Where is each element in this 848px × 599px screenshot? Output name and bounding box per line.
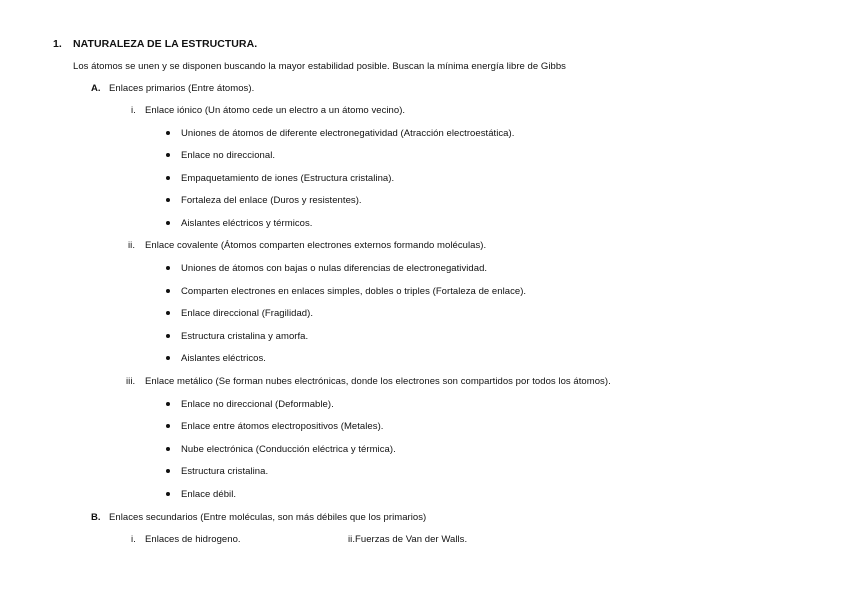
covalent-label: Enlace covalente (Átomos comparten electrones externos formando moléculas). — [145, 240, 487, 251]
ionic-bullet-2: Enlace no direccional. — [181, 150, 276, 161]
bullet-icon — [166, 447, 170, 451]
metallic-bullet-1: Enlace no direccional (Deformable). — [181, 399, 334, 410]
metallic-bullet-3: Nube electrónica (Conducción eléctrica y térmica). — [181, 444, 396, 455]
bullet-icon — [166, 198, 170, 202]
bullet-icon — [166, 221, 170, 225]
bullet-icon — [166, 492, 170, 496]
covalent-bullet-2: Comparten electrones en enlaces simples, dobles o triples (Fortaleza de enlace). — [181, 286, 527, 297]
bullet-icon — [166, 356, 170, 360]
bullet-icon — [166, 153, 170, 157]
metallic-label: Enlace metálico (Se forman nubes electrónicas, donde los electrones son compartidos por todos los átomos). — [145, 376, 611, 387]
primary-label: Enlaces primarios (Entre átomos). — [109, 83, 255, 94]
covalent-bullet-4: Estructura cristalina y amorfa. — [181, 331, 309, 342]
metallic-bullet-2: Enlace entre átomos electropositivos (Metales). — [181, 421, 384, 432]
section-number: 1. — [53, 38, 62, 50]
ionic-bullet-5: Aislantes eléctricos y térmicos. — [181, 218, 313, 229]
hydrogen-marker: i. — [131, 534, 136, 545]
ionic-bullet-4: Fortaleza del enlace (Duros y resistentes). — [181, 195, 362, 206]
bullet-icon — [166, 469, 170, 473]
intro-paragraph: Los átomos se unen y se disponen buscando la mayor estabilidad posible. Buscan la mínima energía libre de Gibbs — [73, 61, 566, 72]
bullet-icon — [166, 334, 170, 338]
primary-marker: A. — [91, 83, 101, 94]
covalent-bullet-5: Aislantes eléctricos. — [181, 353, 267, 364]
metallic-marker: iii. — [126, 376, 136, 387]
hydrogen-label: Enlaces de hidrogeno. — [145, 534, 241, 545]
ionic-bullet-3: Empaquetamiento de iones (Estructura cristalina). — [181, 173, 395, 184]
bullet-icon — [166, 131, 170, 135]
bullet-icon — [166, 266, 170, 270]
covalent-marker: ii. — [128, 240, 136, 251]
van-der-waals-label: ii.Fuerzas de Van der Walls. — [348, 534, 468, 545]
covalent-bullet-3: Enlace direccional (Fragilidad). — [181, 308, 314, 319]
secondary-marker: B. — [91, 512, 101, 523]
bullet-icon — [166, 424, 170, 428]
ionic-marker: i. — [131, 105, 136, 116]
bullet-icon — [166, 289, 170, 293]
metallic-bullet-4: Estructura cristalina. — [181, 466, 269, 477]
bullet-icon — [166, 311, 170, 315]
bullet-icon — [166, 402, 170, 406]
ionic-label: Enlace iónico (Un átomo cede un electro a un átomo vecino). — [145, 105, 406, 116]
covalent-bullet-1: Uniones de átomos con bajas o nulas diferencias de electronegatividad. — [181, 263, 488, 274]
metallic-bullet-5: Enlace débil. — [181, 489, 237, 500]
ionic-bullet-1: Uniones de átomos de diferente electronegatividad (Atracción electroestática). — [181, 128, 515, 139]
secondary-label: Enlaces secundarios (Entre moléculas, son más débiles que los primarios) — [109, 512, 427, 523]
bullet-icon — [166, 176, 170, 180]
section-title: NATURALEZA DE LA ESTRUCTURA. — [73, 38, 258, 50]
